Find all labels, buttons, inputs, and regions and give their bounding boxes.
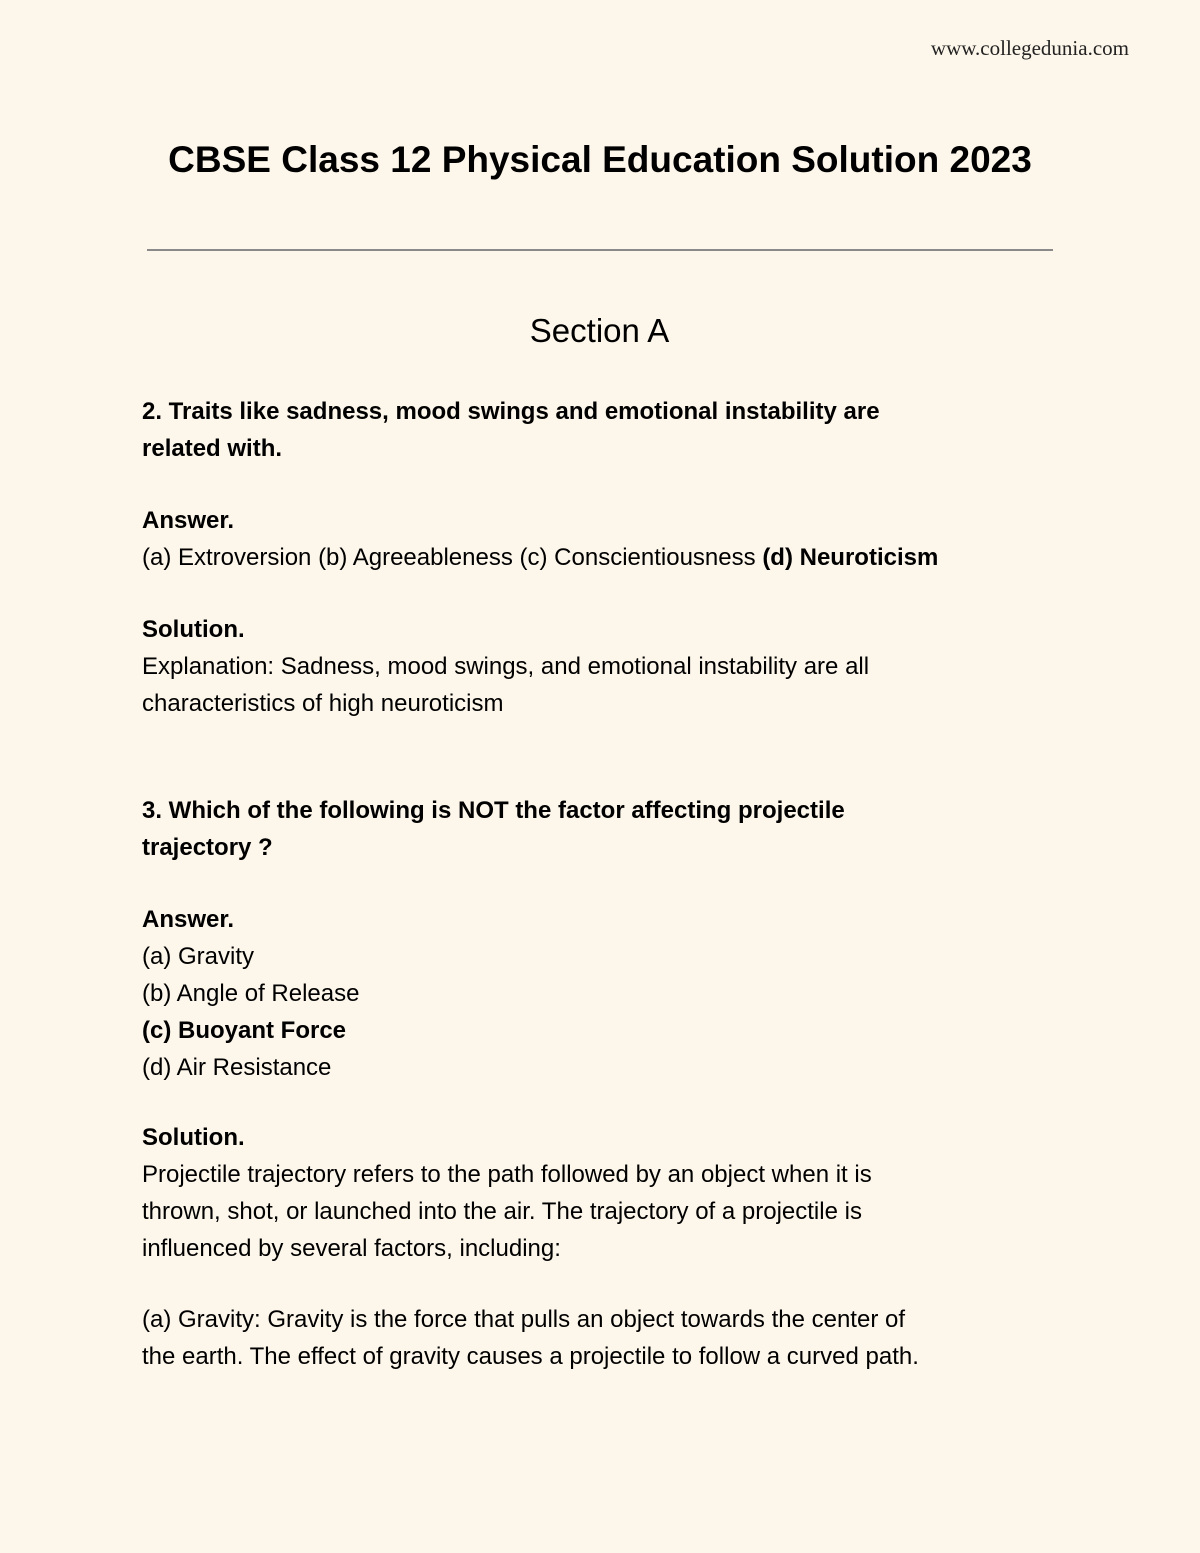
question-2 bbox=[142, 393, 1057, 467]
option-a: (a) Gravity bbox=[142, 943, 255, 970]
gravity-line-1: (a) Gravity: Gravity is the force that pulls an object towards the center of bbox=[142, 1306, 905, 1333]
option-d: (d) Air Resistance bbox=[142, 1054, 332, 1081]
question-3-line-1: 3. Which of the following is NOT the factor affecting projectile bbox=[142, 797, 845, 824]
solution-line-1: Explanation: Sadness, mood swings, and emotional instability are all bbox=[142, 653, 870, 680]
question-3 bbox=[142, 792, 1057, 866]
gravity-line-2: the earth. The effect of gravity causes a projectile to follow a curved path. bbox=[142, 1343, 919, 1370]
option-a: (a) Extroversion bbox=[142, 544, 312, 571]
question-2-line-1: 2. Traits like sadness, mood swings and emotional instability are bbox=[142, 398, 880, 425]
document-title: CBSE Class 12 Physical Education Solution 2023 bbox=[168, 139, 1032, 180]
section-heading: Section A bbox=[529, 312, 670, 349]
option-c: (c) Conscientiousness bbox=[519, 544, 756, 571]
option-b: (b) Agreeableness bbox=[318, 544, 513, 571]
question-2-solution bbox=[142, 611, 1057, 722]
solution-label: Solution. bbox=[142, 616, 245, 643]
question-2-line-2: related with. bbox=[142, 435, 283, 462]
answer-options bbox=[142, 539, 1057, 576]
watermark-url: www.collegedunia.com bbox=[930, 36, 1129, 60]
question-3-line-2: trajectory ? bbox=[142, 834, 273, 861]
title-divider bbox=[147, 249, 1053, 251]
solution-label: Solution. bbox=[142, 1124, 245, 1151]
option-c-correct: (c) Buoyant Force bbox=[142, 1017, 347, 1044]
solution-line-1: Projectile trajectory refers to the path followed by an object when it is bbox=[142, 1161, 872, 1188]
solution-line-2: thrown, shot, or launched into the air. The trajectory of a projectile is bbox=[142, 1198, 862, 1225]
question-2-answer bbox=[142, 502, 1057, 576]
gravity-explanation bbox=[142, 1301, 1057, 1375]
option-d-correct: (d) Neuroticism bbox=[762, 544, 939, 571]
answer-label: Answer. bbox=[142, 906, 235, 933]
question-3-answer bbox=[142, 901, 1057, 1086]
solution-line-2: characteristics of high neuroticism bbox=[142, 690, 504, 717]
option-b: (b) Angle of Release bbox=[142, 980, 360, 1007]
answer-label: Answer. bbox=[142, 507, 235, 534]
solution-line-3: influenced by several factors, including: bbox=[142, 1235, 561, 1262]
question-3-solution bbox=[142, 1119, 1057, 1267]
